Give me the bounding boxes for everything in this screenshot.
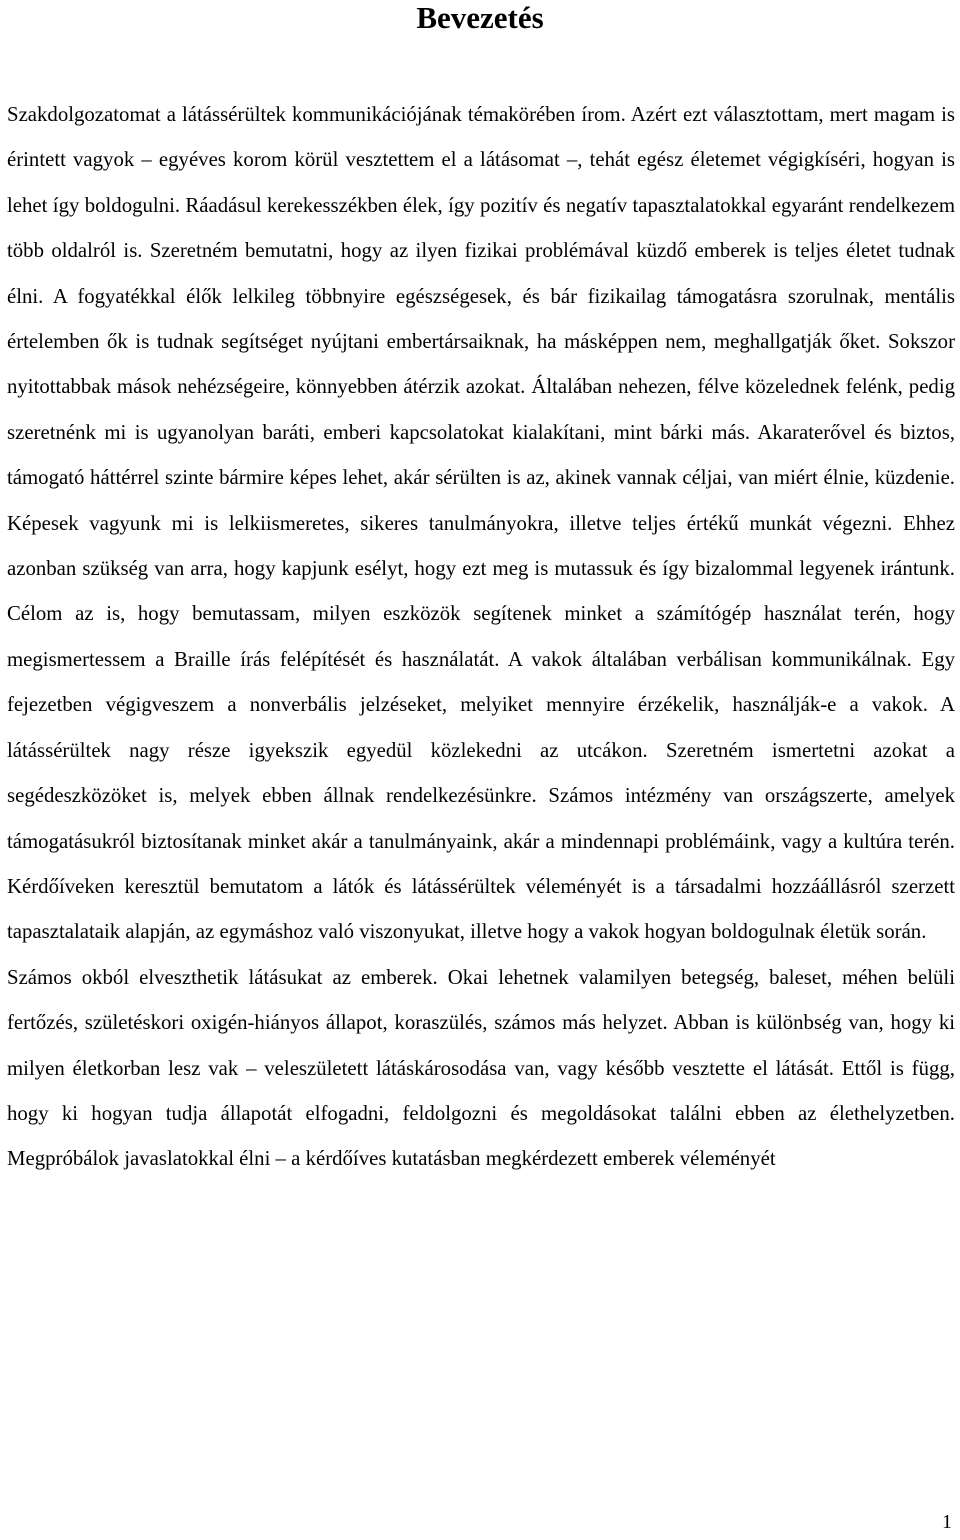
paragraph-2: Számos okból elveszthetik látásukat az emberek. Okai lehetnek valamilyen betegség, baleset, méhen belüli fertőzés, születéskori oxigén-hiányos állapot, koraszülés, számos más helyzet. Abban is különbség van, hogy ki milyen életkorban lesz vak – veleszületett látáskárosodása van, vagy később vesztette el látását. Ettől is függ, hogy ki hogyan tudja állapotát elfogadni, feldolgozni és megoldásokat találni ebben az élethelyzetben. Megpróbálok javaslatokkal élni – a kérdőíves kutatásban megkérdezett emberek véleményét xyxy=(7,965,955,1171)
page-title: Bevezetés xyxy=(416,0,544,35)
paragraph-1: Szakdolgozatomat a látássérültek kommunikációjának témakörében írom. Azért ezt választottam, mert magam is érintett vagyok – egyéves korom körül vesztettem el a látásomat –, tehát egész életemet végigkíséri, hogyan is lehet így boldogulni. Ráadásul kerekesszékben élek, így pozitív és negatív tapasztalatokkal egyaránt rendelkezem több oldalról is. Szeretném bemutatni, hogy az ilyen fizikai problémával küzdő emberek is teljes életet tudnak élni. A fogyatékkal élők lelkileg többnyire egészségesek, és bár fizikailag támogatásra szorulnak, mentális értelemben ők is tudnak segítséget nyújtani embertársaiknak, ha másképpen nem, meghallgatják őket. Sokszor nyitottabbak mások nehézségeire, könnyebben átérzik azokat. Általában nehezen, félve közelednek felénk, pedig szeretnénk mi is ugyanolyan baráti, emberi kapcsolatokat kialakítani, mint bárki más. Akaraterővel és biztos, támogató háttérrel szinte bármire képes lehet, akár sérülten is az, akinek vannak céljai, van miért élnie, küzdenie. Képesek vagyunk mi is lelkiismeretes, sikeres tanulmányokra, illetve teljes értékű munkát végezni. Ehhez azonban szükség van arra, hogy kapjunk esélyt, hogy ezt meg is mutassuk és így bizalommal legyenek irántunk. Célom az is, hogy bemutassam, milyen eszközök segítenek minket a számítógép használat terén, hogy megismertessem a Braille írás felépítését és használatát. A vakok általában verbálisan kommunikálnak. Egy fejezetben végigveszem a nonverbális jelzéseket, melyiket mennyire érzékelik, használják-e a vakok. A látássérültek nagy része igyekszik egyedül közlekedni az utcákon. Szeretném ismertetni azokat a segédeszközöket is, melyek ebben állnak rendelkezésünkre. Számos intézmény van országszerte, amelyek támogatásukról biztosítanak minket akár a tanulmányaink, akár a mindennapi problémáink, vagy a kultúra terén. Kérdőíveken keresztül bemutatom a látók és látássérültek véleményét is a társadalmi hozzáállásról szerzett tapasztalataik alapján, az egymáshoz való viszonyukat, illetve hogy a vakok hogyan boldogulnak életük során. xyxy=(7,103,955,944)
page-number: 1 xyxy=(942,1511,952,1533)
body-text xyxy=(7,92,955,1182)
